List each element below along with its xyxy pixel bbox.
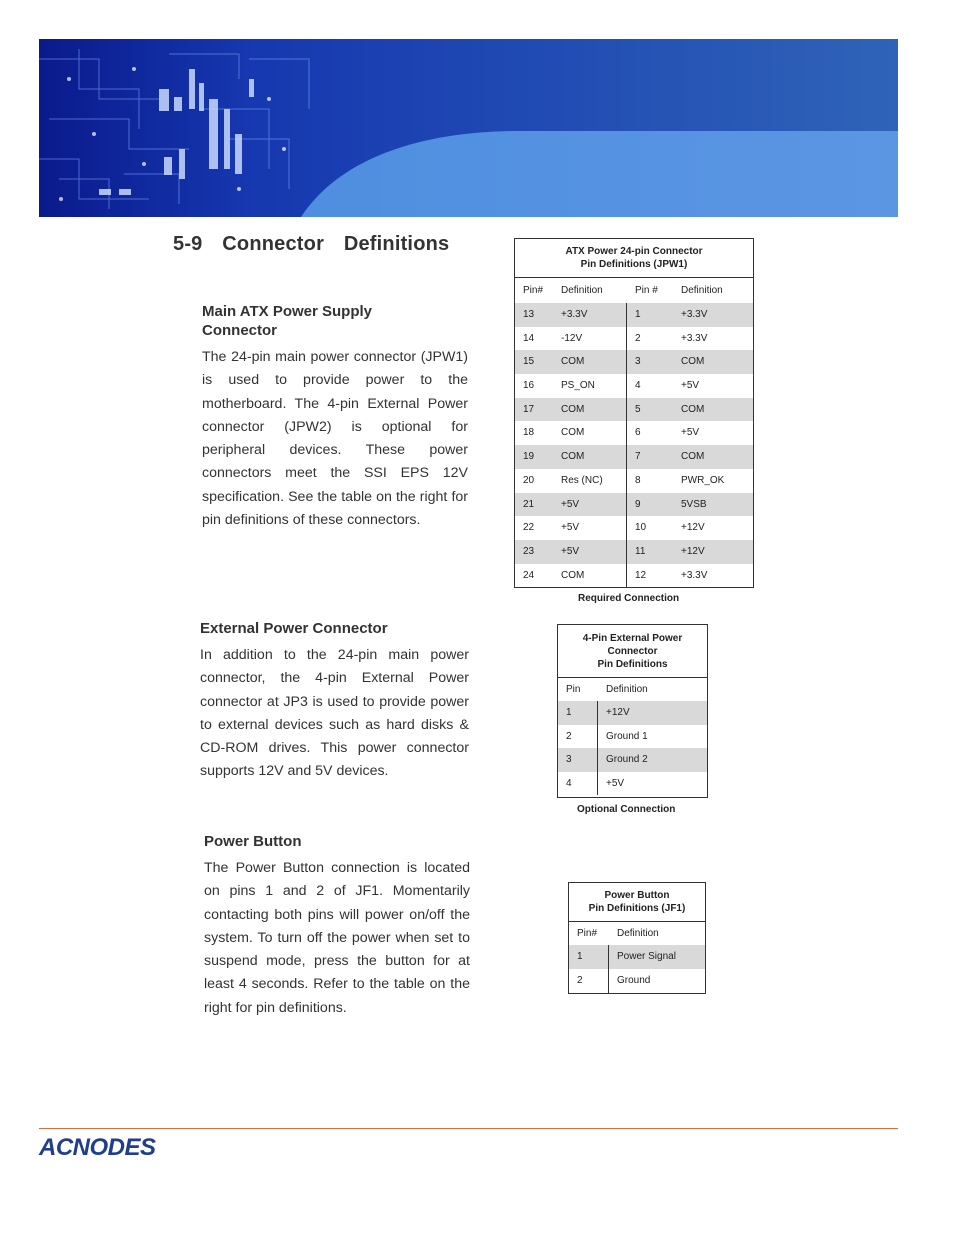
atx-table-cell: +5V [681,427,700,439]
external-power-paragraph: In addition to the 24-pin main power connector, the 4-pin External Power connector at JP3 is used to provide power to external devices such as hard disks & CD-ROM drives. This power connector supports 12V and 5V devices. [200,647,469,780]
atx-table-cell: 5 [635,403,641,415]
atx-table-cell: +5V [681,380,700,392]
atx-table-row [515,350,753,374]
ext-table-cell: 4 [558,772,598,796]
atx-table-cell: PS_ON [553,374,627,398]
main-atx-heading [202,302,372,340]
atx-table-row [515,445,753,469]
ext-header-pin: Pin [566,684,581,695]
atx-table-caption [515,239,753,278]
atx-caption-line1: ATX Power 24-pin Connector [565,246,703,257]
btn-caption-line2: Pin Definitions (JF1) [588,903,686,914]
atx-table-body [515,303,753,587]
atx-table-cell: 10 [635,522,647,534]
ext-table-cell: Ground 1 [606,730,648,742]
atx-table-cell: +5V [553,516,627,540]
atx-table-cell: +3.3V [681,569,708,581]
atx-table-cell: +3.3V [681,332,708,344]
btn-table-cell: 2 [569,969,609,993]
ext-table-caption [558,625,707,678]
ext-table-footer: Optional Connection [577,804,676,815]
atx-table-cell: +3.3V [681,309,708,320]
ext-table-header [558,678,707,701]
ext-table-row [558,772,707,796]
atx-table-cell: 5VSB [681,498,707,510]
atx-table-cell: COM [553,421,627,445]
atx-table-cell: +5V [553,493,627,517]
atx-table-cell: 21 [523,498,535,510]
acnodes-logo: ACNODES [39,1134,156,1161]
ext-4pin-table [557,624,708,798]
power-button-paragraph: The Power Button connection is located on pins 1 and 2 of JF1. Momentarily contacting both pins will power on/off the system. To turn off the power when set to suspend mode, press the button for at least 4 seconds. Refer to the table on the right for pin definitions. [204,860,470,1016]
atx-table-cell: 19 [523,451,535,463]
atx-table-row [515,564,753,588]
ext-table-cell: 1 [558,701,598,725]
btn-table-row [569,969,705,993]
btn-header-def: Definition [617,928,659,939]
atx-table-cell: COM [681,451,705,463]
atx-table-row [515,398,753,422]
btn-table-body [569,945,705,993]
btn-table-cell: Ground [617,975,651,986]
atx-table-cell: 9 [635,498,641,510]
atx-table-cell: COM [681,403,705,415]
atx-table-cell: 22 [523,522,535,534]
power-button-heading: Power Button [204,833,302,850]
atx-table-cell: Res (NC) [553,469,627,493]
btn-caption-line1: Power Button [604,890,670,901]
ext-table-row [558,748,707,772]
ext-table-cell: +12V [606,707,630,718]
circuit-board-graphic [39,39,898,217]
atx-table-row [515,374,753,398]
atx-table-cell: 17 [523,403,535,415]
atx-table-row [515,303,753,327]
power-button-table [568,882,706,994]
atx-table-cell: 13 [523,309,535,320]
atx-table-header [515,278,753,303]
atx-table-row [515,540,753,564]
main-atx-paragraph: The 24-pin main power connector (JPW1) is used to provide power to the motherboard. The 4-pin External Power connector (JPW2) is optional for peripheral devices. These power connectors meet the SSI EPS 12V specification. See the table on the right for pin definitions of these connectors. [202,349,468,529]
atx-table-row [515,327,753,351]
atx-header-def-2: Definition [681,285,723,296]
atx-table-cell: -12V [553,327,627,351]
atx-table-cell: +12V [681,545,705,557]
atx-table-cell: 23 [523,545,535,557]
atx-table-cell: 11 [635,545,646,557]
atx-table-cell: COM [553,350,627,374]
atx-table-footer: Required Connection [578,593,680,604]
atx-table-cell: 15 [523,356,535,368]
ext-caption-line2: Connector [607,645,658,657]
footer-rule [39,1128,898,1129]
atx-table-cell: 2 [635,332,641,344]
ext-table-row [558,701,707,725]
atx-table-row [515,469,753,493]
atx-table-cell: +5V [553,540,627,564]
header-banner [39,39,898,217]
ext-table-cell: Ground 2 [606,754,648,765]
ext-table-body [558,701,707,795]
page-title: 5-9 Connector Definitions [173,233,450,255]
external-power-heading: External Power Connector [200,620,388,637]
atx-table-cell: 14 [523,332,535,344]
atx-table-cell: COM [681,356,705,368]
atx-table-row [515,421,753,445]
ext-table-cell: 3 [558,748,598,772]
atx-table-cell: COM [553,398,627,422]
atx-table-cell: 12 [635,569,647,581]
atx-table-cell: COM [553,564,627,588]
atx-header-pin-1: Pin# [523,285,544,296]
main-atx-heading-line2: Connector [202,322,277,339]
ext-caption-line1: 4-Pin External Power [582,632,683,644]
atx-24pin-table [514,238,754,588]
btn-table-cell: 1 [569,945,609,969]
atx-table-cell: 8 [635,474,641,486]
atx-table-cell: 3 [635,356,641,368]
ext-table-cell: +5V [606,777,625,789]
atx-table-cell: 18 [523,427,535,439]
atx-table-cell: 7 [635,451,641,463]
atx-table-cell: COM [553,445,627,469]
ext-table-cell: 2 [558,725,598,749]
ext-header-def: Definition [606,684,648,695]
atx-table-cell: PWR_OK [681,474,725,486]
ext-caption-line3: Pin Definitions [597,658,668,670]
atx-header-pin-2: Pin # [635,285,658,296]
atx-table-row [515,493,753,517]
atx-table-cell: 20 [523,474,535,486]
btn-table-header [569,922,705,945]
atx-caption-line2: Pin Definitions (JPW1) [580,259,688,270]
atx-table-row [515,516,753,540]
btn-table-caption [569,883,705,922]
btn-table-row [569,945,705,969]
btn-table-cell: Power Signal [617,951,676,962]
atx-table-cell: 24 [523,569,535,581]
atx-table-cell: 16 [523,380,535,392]
atx-header-def-1: Definition [561,285,603,296]
btn-header-pin: Pin# [577,928,598,939]
atx-table-cell: 1 [635,309,641,320]
ext-table-row [558,725,707,749]
main-atx-heading-line1: Main ATX Power Supply [202,303,373,320]
atx-table-cell: +12V [681,522,705,534]
atx-table-cell: 6 [635,427,641,439]
atx-table-cell: +3.3V [553,303,627,327]
atx-table-cell: 4 [635,380,641,392]
